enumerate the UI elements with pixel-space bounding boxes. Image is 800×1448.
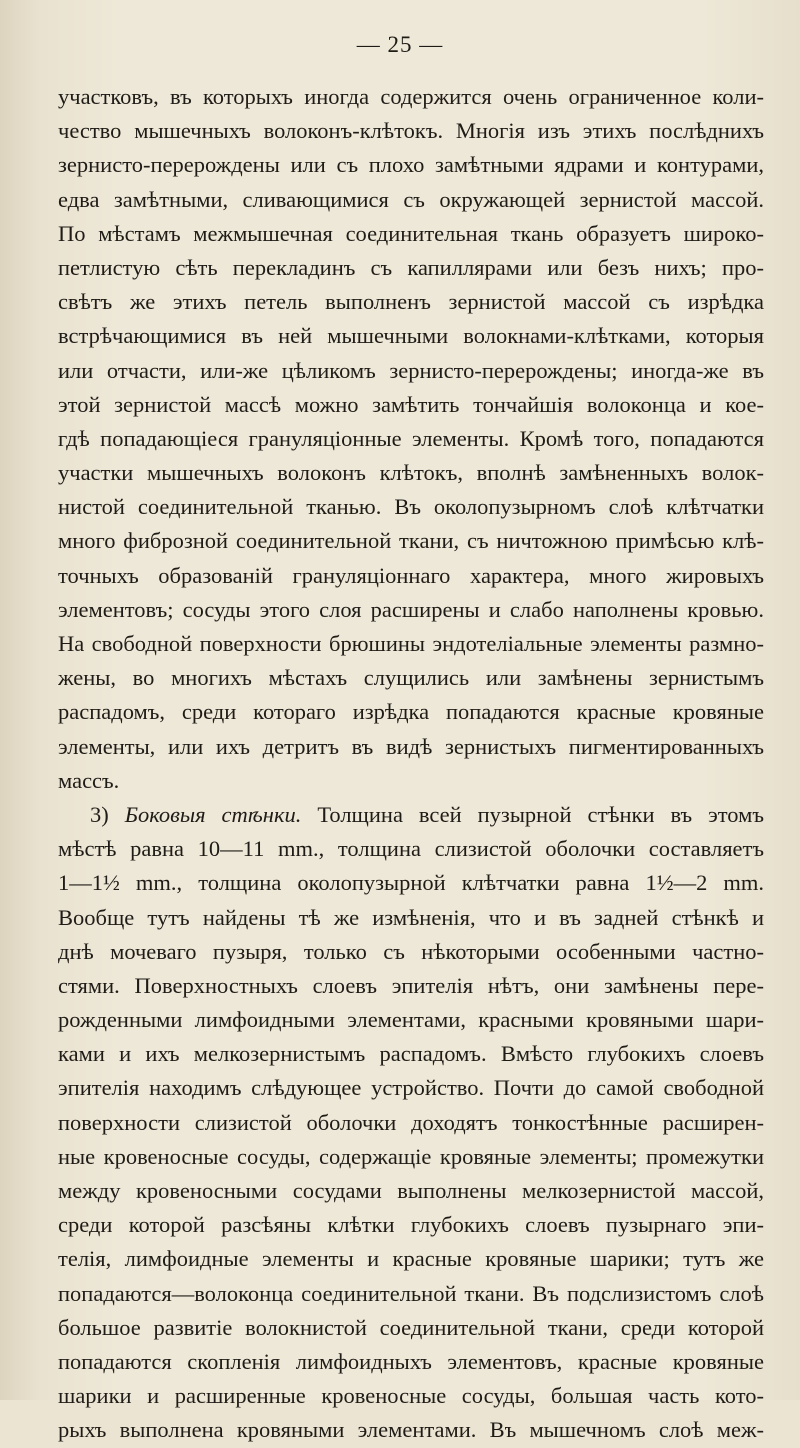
section-title: Боковыя стѣнки. — [124, 801, 302, 827]
text-line: рожденными лимфоидными элементами, красными кровяными шари- — [58, 1007, 764, 1033]
text-line: попадаются скопленія лимфоидныхъ элементовъ, красные кровяные — [58, 1348, 764, 1374]
text-line: много фиброзной соединительной ткани, съ ничтожною примѣсью клѣ- — [58, 528, 764, 554]
text-line: мѣстѣ равна 10—11 mm., толщина слизистой оболочки составляетъ — [58, 836, 764, 862]
text-line: элементовъ; сосуды этого слоя расширены и слабо наполнены кровью. — [58, 596, 764, 622]
text-line: большое развитіе волокнистой соединительной ткани, среди которой — [58, 1314, 764, 1340]
section-3-heading-line — [58, 798, 764, 832]
text-line: элементы, или ихъ детритъ въ видѣ зернистыхъ пигментированныхъ — [58, 733, 764, 759]
text-line: жены, во многихъ мѣстахъ слущились или замѣнены зернистымъ — [58, 665, 764, 691]
text-line: участковъ, въ которыхъ иногда содержится очень ограниченное коли- — [58, 84, 764, 109]
text-line: На свободной поверхности брюшины эндотеліальные элементы размно- — [58, 631, 764, 656]
text-line: телія, лимфоидные элементы и красные кровяные шарики; тутъ же — [58, 1246, 764, 1272]
text-line: ками и ихъ мелкозернистымъ распадомъ. Вмѣсто глубокихъ слоевъ — [58, 1041, 764, 1067]
body-text — [58, 80, 764, 1448]
text-line: участки мышечныхъ волоконъ клѣтокъ, вполнѣ замѣненныхъ волок- — [58, 460, 764, 486]
text-line: едва замѣтными, сливающимися съ окружающей зернистой массой. — [58, 186, 764, 212]
text-line: нистой соединительной тканью. Въ околопузырномъ слоѣ клѣтчатки — [58, 494, 764, 520]
text-line: ные кровеносные сосуды, содержащіе кровяные элементы; промежутки — [58, 1143, 764, 1169]
text-line: встрѣчающимися въ ней мышечными волокнами-клѣтками, которыя — [58, 323, 764, 349]
text-line: среди которой разсѣяны клѣтки глубокихъ слоевъ пузырнаго эпи- — [58, 1212, 764, 1238]
text-line: точныхъ образованій грануляціоннаго характера, много жировыхъ — [58, 562, 764, 588]
text-line: стями. Поверхностныхъ слоевъ эпителія нѣтъ, они замѣнены пере- — [58, 972, 764, 998]
text-line: свѣтъ же этихъ петель выполненъ зернистой массой съ изрѣдка — [58, 289, 764, 315]
text-line: чество мышечныхъ волоконъ-клѣтокъ. Многія изъ этихъ послѣднихъ — [58, 118, 764, 144]
text-line: массъ. — [58, 767, 120, 793]
text-line: зернисто-перерождены или съ плохо замѣтными ядрами и контурами, — [58, 152, 764, 178]
text-line: эпителія находимъ слѣдующее устройство. Почти до самой свободной — [58, 1075, 764, 1101]
section-first-line: Толщина всей пузырной стѣнки въ этомъ — [317, 801, 764, 827]
text-line: По мѣстамъ межмышечная соединительная ткань образуетъ широко- — [58, 220, 764, 246]
text-line: Вообще тутъ найдены тѣ же измѣненія, что и въ задней стѣнкѣ и — [58, 904, 764, 930]
text-line: 1—1½ mm., толщина околопузырной клѣтчатки равна 1½—2 mm. — [58, 870, 764, 896]
text-line: распадомъ, среди котораго изрѣдка попадаются красные кровяные — [58, 699, 764, 725]
page-number: — 25 — — [356, 32, 444, 57]
text-line: шарики и расширенные кровеносные сосуды, большая часть кото- — [58, 1383, 764, 1409]
text-line: попадаются—волоконца соединительной ткани. Въ подслизистомъ слоѣ — [58, 1280, 764, 1306]
text-line: днѣ мочеваго пузыря, только съ нѣкоторыми особенными частно- — [58, 938, 764, 964]
text-line: гдѣ попадающіеся грануляціонные элементы. Кромѣ того, попадаются — [58, 425, 764, 451]
text-line: петлистую сѣть перекладинъ съ капиллярами или безъ нихъ; про- — [58, 254, 764, 280]
text-line: между кровеносными сосудами выполнены мелкозернистой массой, — [58, 1178, 764, 1203]
text-line: поверхности слизистой оболочки доходятъ тонкостѣнные расширен- — [58, 1109, 764, 1135]
section-number: 3) — [90, 801, 109, 827]
text-line: или отчасти, или-же цѣликомъ зернисто-перерождены; иногда-же въ — [58, 357, 764, 383]
text-line: этой зернистой массѣ можно замѣтить тончайшія волоконца и кое- — [58, 391, 764, 417]
text-line: рыхъ выполнена кровяными элементами. Въ мышечномъ слоѣ меж- — [58, 1417, 764, 1443]
